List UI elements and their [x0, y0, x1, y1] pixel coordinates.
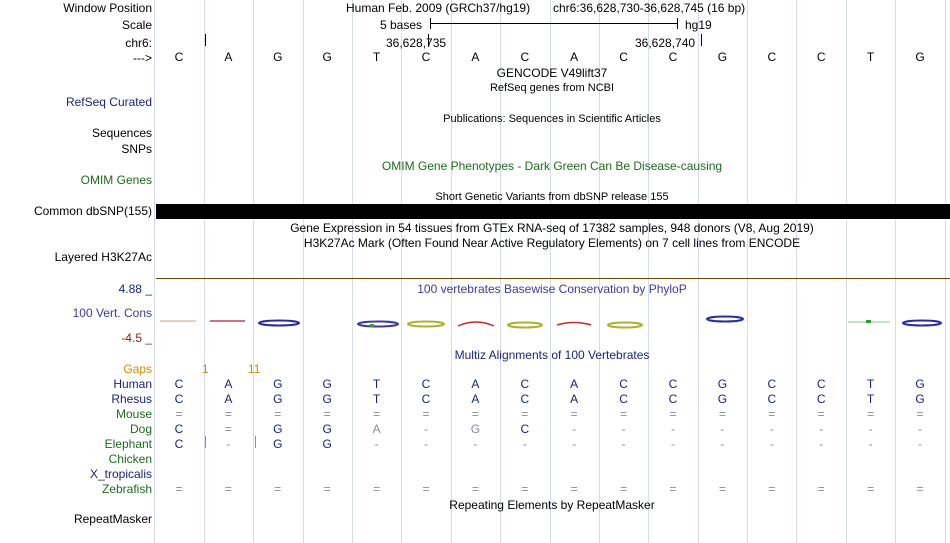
- aligned-base: -: [769, 422, 774, 436]
- aligned-base: -: [720, 437, 725, 451]
- aligned-base: C: [619, 392, 628, 406]
- aligned-base: G: [717, 377, 728, 391]
- alignment-row: [0, 377, 950, 391]
- h3k27ac-track-label[interactable]: Layered H3K27Ac: [54, 250, 152, 264]
- publications-track-title[interactable]: Publications: Sequences in Scientific Articles: [443, 113, 661, 125]
- omim-track-title[interactable]: OMIM Gene Phenotypes - Dark Green Can Be Disease-causing: [381, 159, 723, 173]
- aligned-base: =: [224, 482, 232, 496]
- dbsnp-track-title[interactable]: Short Genetic Variants from dbSNP release 155: [435, 191, 669, 203]
- conservation-track-title[interactable]: 100 vertebrates Basewise Conservation by PhyloP: [417, 282, 687, 296]
- gencode-track-title[interactable]: GENCODE V49lift37: [496, 66, 608, 80]
- aligned-base: T: [372, 377, 381, 391]
- aligned-base: =: [768, 407, 776, 421]
- base-letter: G: [322, 50, 332, 64]
- aligned-base: C: [619, 377, 628, 391]
- gap-marker: [255, 436, 256, 448]
- aligned-base: =: [422, 407, 430, 421]
- aligned-base: T: [372, 392, 381, 406]
- aligned-base: C: [767, 392, 777, 406]
- alignment-row: [0, 437, 950, 451]
- alignment-row: [0, 452, 950, 466]
- aligned-base: -: [621, 422, 626, 436]
- sequences-track-label[interactable]: Sequences: [91, 126, 152, 140]
- aligned-base: C: [668, 377, 678, 391]
- aligned-base: -: [522, 437, 527, 451]
- base-letter: G: [273, 50, 283, 64]
- aligned-base: =: [175, 407, 183, 421]
- aligned-base: G: [322, 422, 332, 436]
- conservation-track-label[interactable]: 100 Vert. Cons: [72, 306, 152, 320]
- species-label-x_tropicalis[interactable]: X_tropicalis: [89, 467, 152, 481]
- species-label-rhesus[interactable]: Rhesus: [111, 392, 152, 406]
- aligned-base: C: [174, 422, 184, 436]
- aligned-base: T: [866, 377, 875, 391]
- conservation-min-label: -4.5 _: [121, 331, 152, 345]
- aligned-base: C: [816, 392, 826, 406]
- aligned-base: G: [273, 377, 283, 391]
- aligned-base: =: [718, 407, 726, 421]
- aligned-base: G: [322, 392, 332, 406]
- aligned-base: A: [224, 392, 233, 406]
- gaps-label[interactable]: Gaps: [123, 362, 152, 376]
- aligned-base: =: [669, 482, 677, 496]
- base-letter: C: [767, 50, 777, 64]
- aligned-base: C: [520, 392, 530, 406]
- omim-track-label[interactable]: OMIM Genes: [80, 173, 152, 187]
- aligned-base: =: [175, 482, 183, 496]
- alignment-row: [0, 407, 950, 421]
- gap-marker: [205, 436, 206, 448]
- aligned-base: =: [718, 482, 726, 496]
- aligned-base: G: [273, 392, 283, 406]
- aligned-base: -: [868, 422, 873, 436]
- scale-db: hg19: [685, 18, 712, 32]
- aligned-base: =: [817, 482, 825, 496]
- base-letter: C: [174, 50, 184, 64]
- aligned-base: =: [620, 482, 628, 496]
- base-letter: C: [421, 50, 431, 64]
- aligned-base: -: [374, 437, 379, 451]
- aligned-base: =: [274, 482, 282, 496]
- aligned-base: =: [916, 482, 924, 496]
- scale-label: Scale: [121, 18, 152, 32]
- aligned-base: A: [224, 377, 233, 391]
- base-letter: C: [520, 50, 530, 64]
- aligned-base: G: [273, 437, 283, 451]
- species-label-zebrafish[interactable]: Zebrafish: [101, 482, 152, 496]
- aligned-base: =: [422, 482, 430, 496]
- aligned-base: A: [372, 422, 381, 436]
- gap-count-1: 1: [202, 362, 209, 376]
- species-label-elephant[interactable]: Elephant: [104, 437, 152, 451]
- species-label-mouse[interactable]: Mouse: [115, 407, 152, 421]
- aligned-base: -: [769, 437, 774, 451]
- base-letter: A: [570, 50, 579, 64]
- aligned-base: =: [768, 482, 776, 496]
- aligned-base: -: [918, 422, 922, 436]
- conservation-max-label: 4.88 _: [118, 282, 152, 296]
- aligned-base: C: [816, 377, 826, 391]
- aligned-base: C: [520, 422, 530, 436]
- aligned-base: C: [421, 377, 431, 391]
- base-letter: T: [372, 50, 381, 64]
- snps-track-label[interactable]: SNPs: [121, 142, 152, 156]
- aligned-base: G: [915, 377, 925, 391]
- aligned-base: C: [520, 377, 530, 391]
- alignment-row: [0, 482, 950, 496]
- assembly-name[interactable]: Human Feb. 2009 (GRCh37/hg19): [346, 1, 531, 15]
- aligned-base: =: [916, 407, 924, 421]
- refseq-track-label[interactable]: RefSeq Curated: [65, 95, 152, 109]
- aligned-base: =: [471, 407, 479, 421]
- aligned-base: -: [671, 437, 675, 451]
- chrom-label[interactable]: chr6:: [125, 36, 152, 50]
- window-position-label: Window Position: [63, 1, 152, 15]
- aligned-base: -: [473, 437, 478, 451]
- dbsnp-track-label[interactable]: Common dbSNP(155): [33, 204, 152, 218]
- aligned-base: G: [322, 437, 332, 451]
- aligned-base: G: [273, 422, 283, 436]
- aligned-base: -: [671, 422, 675, 436]
- aligned-base: =: [274, 407, 282, 421]
- aligned-base: =: [570, 407, 578, 421]
- aligned-base: -: [819, 422, 824, 436]
- base-letter: G: [717, 50, 728, 64]
- base-letter: A: [224, 50, 233, 64]
- species-label-chicken[interactable]: Chicken: [108, 452, 152, 466]
- aligned-base: =: [867, 482, 875, 496]
- aligned-base: -: [918, 437, 922, 451]
- base-letter: G: [915, 50, 925, 64]
- aligned-base: -: [572, 437, 577, 451]
- aligned-base: =: [817, 407, 825, 421]
- aligned-base: C: [421, 392, 431, 406]
- aligned-base: G: [915, 392, 925, 406]
- coord-label-1: 36,628,735: [386, 36, 447, 50]
- aligned-base: -: [621, 437, 626, 451]
- aligned-base: =: [224, 407, 232, 421]
- aligned-base: -: [868, 437, 873, 451]
- aligned-base: =: [570, 482, 578, 496]
- base-letter: C: [668, 50, 678, 64]
- aligned-base: T: [866, 392, 875, 406]
- species-label-human[interactable]: Human: [113, 377, 152, 391]
- aligned-base: =: [620, 407, 628, 421]
- aligned-base: A: [471, 377, 480, 391]
- aligned-base: -: [226, 437, 231, 451]
- gap-count-2: 11: [248, 362, 261, 376]
- base-letter: A: [471, 50, 480, 64]
- aligned-base: C: [174, 437, 184, 451]
- strand-label[interactable]: --->: [133, 51, 152, 65]
- aligned-base: -: [424, 437, 428, 451]
- scale-bases: 5 bases: [380, 18, 423, 32]
- aligned-base: A: [471, 392, 480, 406]
- aligned-base: A: [570, 392, 579, 406]
- aligned-base: -: [424, 422, 428, 436]
- aligned-base: =: [373, 482, 381, 496]
- species-label-dog[interactable]: Dog: [129, 422, 152, 436]
- repeatmasker-track-label[interactable]: RepeatMasker: [73, 512, 152, 526]
- aligned-base: A: [570, 377, 579, 391]
- base-letter: C: [816, 50, 826, 64]
- aligned-base: -: [819, 437, 824, 451]
- aligned-base: G: [470, 422, 481, 436]
- aligned-base: C: [767, 377, 777, 391]
- alignment-row: [0, 467, 950, 481]
- aligned-base: =: [373, 407, 381, 421]
- aligned-base: =: [669, 407, 677, 421]
- aligned-base: G: [322, 377, 332, 391]
- aligned-base: =: [867, 407, 875, 421]
- coord-label-2: 36,628,740: [635, 36, 696, 50]
- alignment-row: [0, 392, 950, 406]
- aligned-base: =: [323, 482, 331, 496]
- base-letter: T: [866, 50, 875, 64]
- refseq-track-subtitle[interactable]: RefSeq genes from NCBI: [489, 82, 615, 94]
- aligned-base: -: [572, 422, 577, 436]
- gtex-track-title[interactable]: Gene Expression in 54 tissues from GTEx RNA-seq of 17382 samples, 948 donors (V8, Aug 2019): [290, 221, 814, 235]
- aligned-base: =: [323, 407, 331, 421]
- aligned-base: =: [521, 482, 529, 496]
- repeatmasker-track-title[interactable]: Repeating Elements by RepeatMasker: [449, 498, 655, 512]
- aligned-base: C: [174, 392, 184, 406]
- window-position-value[interactable]: chr6:36,628,730-36,628,745 (16 bp): [553, 1, 746, 15]
- aligned-base: =: [224, 422, 232, 436]
- multiz-track-title[interactable]: Multiz Alignments of 100 Vertebrates: [454, 348, 650, 362]
- base-letter: C: [619, 50, 628, 64]
- aligned-base: =: [521, 407, 529, 421]
- h3k27ac-track-title[interactable]: H3K27Ac Mark (Often Found Near Active Regulatory Elements) on 7 cell lines from ENCODE: [303, 236, 801, 250]
- alignment-row: [0, 422, 950, 436]
- aligned-base: G: [717, 392, 728, 406]
- aligned-base: C: [668, 392, 678, 406]
- aligned-base: C: [174, 377, 184, 391]
- aligned-base: -: [720, 422, 725, 436]
- aligned-base: =: [471, 482, 479, 496]
